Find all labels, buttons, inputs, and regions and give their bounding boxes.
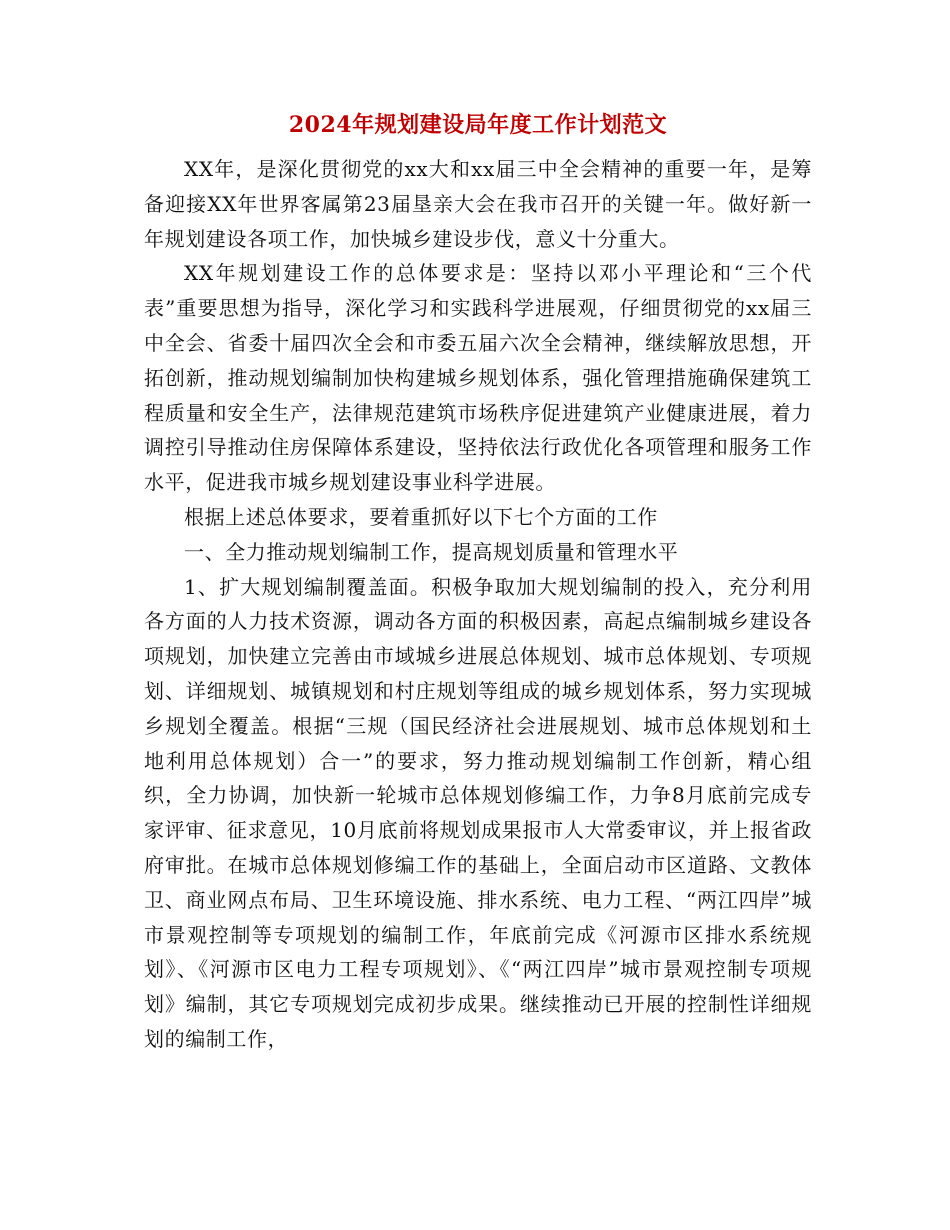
paragraph-general-requirements: XX年规划建设工作的总体要求是：坚持以邓小平理论和“三个代表”重要思想为指导，深化学习和实践科学进展观，仔细贯彻党的xx届三中全会、省委十届四次全会和市委五届六次全会精神，继续解放思想，开拓创新，推动规划编制加快构建城乡规划体系，强化管理措施确保建筑工程质量和安全生产，法律规范建筑市场秩序促进建筑产业健康进展，着力调控引导推动住房保障体系建设，坚持依法行政优化各项管理和服务工作水平，促进我市城乡规划建设事业科学进展。 [144,261,812,495]
section-heading-1: 一、全力推动规划编制工作，提高规划质量和管理水平 [184,539,679,564]
paragraph-intro: XX年，是深化贯彻党的xx大和xx届三中全会精神的重要一年，是筹备迎接XX年世界客属第23届垦亲大会在我市召开的关键一年。做好新一年规划建设各项工作，加快城乡建设步伐，意义十分重大。 [144,157,812,251]
document-title: 2024年规划建设局年度工作计划范文 [288,112,668,138]
paragraph-item-1: 1、扩大规划编制覆盖面。积极争取加大规划编制的投入，充分利用各方面的人力技术资源，调动各方面的积极因素，高起点编制城乡建设各项规划，加快建立完善由市域城乡进展总体规划、城市总体规划、专项规划、详细规划、城镇规划和村庄规划等组成的城乡规划体系，努力实现城乡规划全覆盖。根据“三规（国民经济社会进展规划、城市总体规划和土地利用总体规划）合一”的要求，努力推动规划编制工作创新，精心组织，全力协调，加快新一轮城市总体规划修编工作，力争8月底前完成专家评审、征求意见，10月底前将规划成果报市人大常委审议，并上报省政府审批。在城市总体规划修编工作的基础上，全面启动市区道路、文教体卫、商业网点布局、卫生环境设施、排水系统、电力工程、“两江四岸”城市景观控制等专项规划的编制工作，年底前完成《河源市区排水系统规划》、《河源市区电力工程专项规划》、《“两江四岸”城市景观控制专项规划》编制，其它专项规划完成初步成果。继续推动已开展的控制性详细规划的编制工作， [144,574,812,1051]
paragraph-seven-aspects: 根据上述总体要求，要着重抓好以下七个方面的工作 [184,504,658,529]
